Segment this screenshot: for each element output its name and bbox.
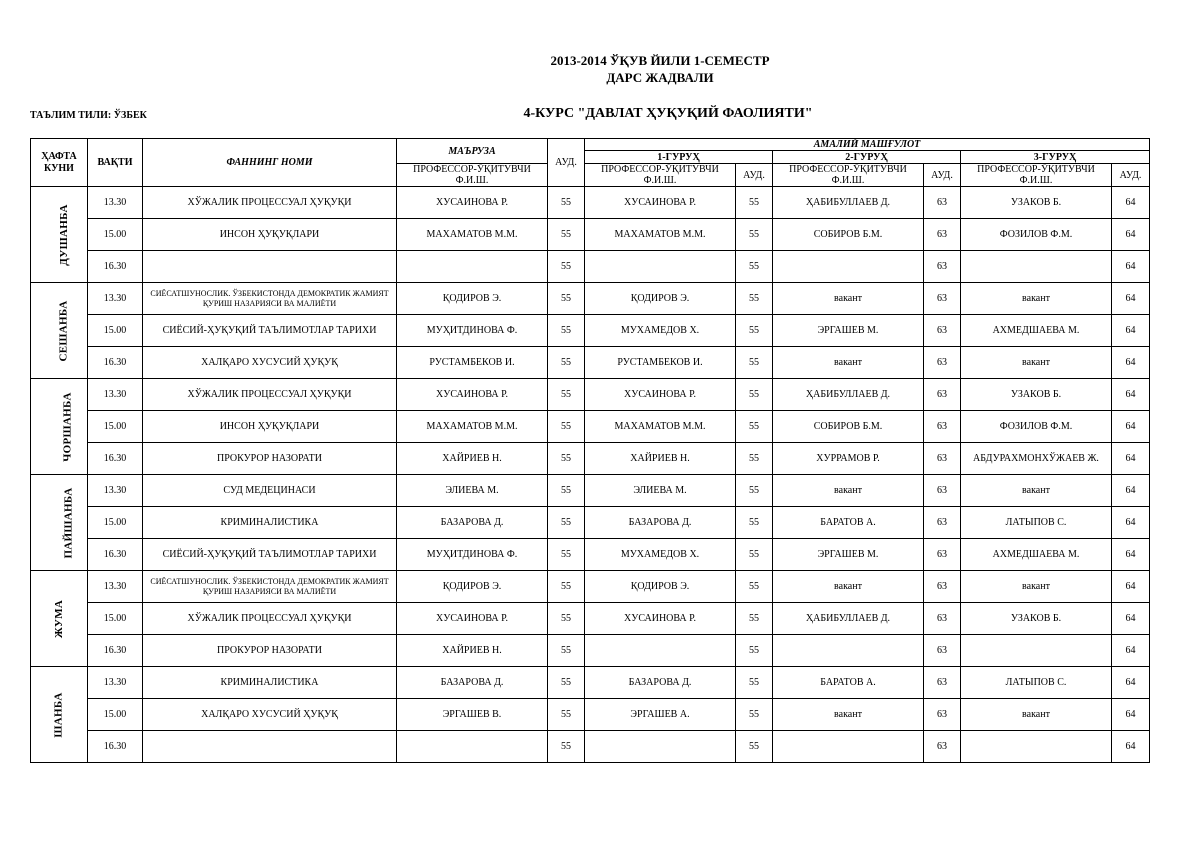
lecturer-cell: МУҲИТДИНОВА Ф.: [397, 315, 548, 347]
group3-room-cell: 64: [1112, 379, 1150, 411]
table-row: [31, 251, 1150, 283]
lecture-room-cell: 55: [548, 347, 585, 379]
col-group2-room-header: АУД.: [924, 164, 961, 187]
document-title: [0, 52, 1200, 86]
group3-room-cell: 64: [1112, 347, 1150, 379]
group1-room-cell: 55: [736, 251, 773, 283]
day-label: ШАНБА: [53, 691, 65, 738]
group3-room-cell: 64: [1112, 283, 1150, 315]
group3-teacher-cell: [961, 635, 1112, 667]
lecturer-cell: ХУСАИНОВА Р.: [397, 379, 548, 411]
group2-teacher-cell: ҲАБИБУЛЛАЕВ Д.: [773, 379, 924, 411]
lecturer-cell: РУСТАМБЕКОВ И.: [397, 347, 548, 379]
group2-teacher-cell: [773, 635, 924, 667]
day-cell: [31, 187, 88, 283]
subject-cell: ПРОКУРОР НАЗОРАТИ: [143, 443, 397, 475]
group1-teacher-cell: ХАЙРИЕВ Н.: [585, 443, 736, 475]
day-cell: [31, 571, 88, 667]
group2-room-cell: 63: [924, 699, 961, 731]
time-cell: 13.30: [88, 475, 143, 507]
group3-room-cell: 64: [1112, 475, 1150, 507]
group2-room-cell: 63: [924, 219, 961, 251]
group3-teacher-cell: УЗАКОВ Б.: [961, 187, 1112, 219]
group2-room-cell: 63: [924, 731, 961, 763]
lecturer-cell: [397, 731, 548, 763]
group2-room-cell: 63: [924, 379, 961, 411]
time-cell: 13.30: [88, 667, 143, 699]
group1-room-cell: 55: [736, 603, 773, 635]
col-lecture-room-header: АУД.: [548, 139, 585, 187]
group1-teacher-cell: БАЗАРОВА Д.: [585, 667, 736, 699]
group3-teacher-cell: ФОЗИЛОВ Ф.М.: [961, 411, 1112, 443]
time-cell: 13.30: [88, 187, 143, 219]
group2-teacher-cell: [773, 251, 924, 283]
col-group1-teacher-header: ПРОФЕССОР-ЎҚИТУВЧИ Ф.И.Ш.: [585, 164, 736, 187]
group3-room-cell: 64: [1112, 507, 1150, 539]
col-group3-header: 3-ГУРУҲ: [961, 151, 1150, 164]
lecture-room-cell: 55: [548, 603, 585, 635]
group3-room-cell: 64: [1112, 443, 1150, 475]
lecture-room-cell: 55: [548, 475, 585, 507]
group3-teacher-cell: АБДУРАХМОНХЎЖАЕВ Ж.: [961, 443, 1112, 475]
group1-teacher-cell: БАЗАРОВА Д.: [585, 507, 736, 539]
subject-cell: ХАЛҚАРО ХУСУСИЙ ҲУҚУҚ: [143, 699, 397, 731]
group3-teacher-cell: АХМЕДШАЕВА М.: [961, 315, 1112, 347]
group2-room-cell: 63: [924, 507, 961, 539]
group2-teacher-cell: ҲАБИБУЛЛАЕВ Д.: [773, 187, 924, 219]
group1-room-cell: 55: [736, 187, 773, 219]
time-cell: 16.30: [88, 635, 143, 667]
subject-cell: [143, 251, 397, 283]
time-cell: 16.30: [88, 347, 143, 379]
group1-room-cell: 55: [736, 219, 773, 251]
group2-teacher-cell: вакант: [773, 475, 924, 507]
subject-cell: ИНСОН ҲУҚУҚЛАРИ: [143, 411, 397, 443]
lecturer-cell: [397, 251, 548, 283]
group2-teacher-cell: вакант: [773, 347, 924, 379]
subject-cell: ХЎЖАЛИК ПРОЦЕССУАЛ ҲУҚУҚИ: [143, 379, 397, 411]
time-cell: 15.00: [88, 603, 143, 635]
group3-room-cell: 64: [1112, 187, 1150, 219]
day-label: ДУШАНБА: [57, 203, 70, 266]
day-cell: [31, 283, 88, 379]
group1-teacher-cell: ҚОДИРОВ Э.: [585, 571, 736, 603]
group2-teacher-cell: ҲАБИБУЛЛАЕВ Д.: [773, 603, 924, 635]
group3-teacher-cell: ЛАТЫПОВ С.: [961, 507, 1112, 539]
col-group2-teacher-header: ПРОФЕССОР-ЎҚИТУВЧИ Ф.И.Ш.: [773, 164, 924, 187]
subject-cell: СИЁСИЙ-ҲУҚУҚИЙ ТАЪЛИМОТЛАР ТАРИХИ: [143, 315, 397, 347]
lecture-room-cell: 55: [548, 539, 585, 571]
group3-teacher-cell: вакант: [961, 699, 1112, 731]
col-group1-room-header: АУД.: [736, 164, 773, 187]
lecture-room-cell: 55: [548, 571, 585, 603]
time-cell: 15.00: [88, 507, 143, 539]
table-row: [31, 283, 1150, 315]
group3-room-cell: 64: [1112, 251, 1150, 283]
lecture-room-cell: 55: [548, 411, 585, 443]
table-row: [31, 443, 1150, 475]
group1-room-cell: 55: [736, 411, 773, 443]
group1-room-cell: 55: [736, 347, 773, 379]
table-row: [31, 411, 1150, 443]
lecturer-cell: БАЗАРОВА Д.: [397, 507, 548, 539]
subject-cell: ХЎЖАЛИК ПРОЦЕССУАЛ ҲУҚУҚИ: [143, 603, 397, 635]
group3-room-cell: 64: [1112, 635, 1150, 667]
group3-teacher-cell: АХМЕДШАЕВА М.: [961, 539, 1112, 571]
group1-room-cell: 55: [736, 315, 773, 347]
lecture-room-cell: 55: [548, 443, 585, 475]
group1-teacher-cell: [585, 251, 736, 283]
lecturer-cell: МУҲИТДИНОВА Ф.: [397, 539, 548, 571]
day-label: ПАЙШАНБА: [62, 486, 75, 559]
group2-teacher-cell: БАРАТОВ А.: [773, 507, 924, 539]
group2-room-cell: 63: [924, 411, 961, 443]
subject-cell: ХЎЖАЛИК ПРОЦЕССУАЛ ҲУҚУҚИ: [143, 187, 397, 219]
lecture-room-cell: 55: [548, 187, 585, 219]
group1-teacher-cell: МУХАМЕДОВ Х.: [585, 315, 736, 347]
group2-room-cell: 63: [924, 475, 961, 507]
title-line-1: 2013-2014 ЎҚУВ ЙИЛИ 1-СЕМЕСТР: [550, 53, 770, 68]
group1-room-cell: 55: [736, 539, 773, 571]
schedule-table: [30, 138, 1150, 763]
group2-room-cell: 63: [924, 443, 961, 475]
group3-room-cell: 64: [1112, 315, 1150, 347]
group2-teacher-cell: СОБИРОВ Б.М.: [773, 219, 924, 251]
group3-room-cell: 64: [1112, 571, 1150, 603]
lecturer-cell: ЭЛИЕВА М.: [397, 475, 548, 507]
col-practical-header: АМАЛИЙ МАШҒУЛОТ: [585, 139, 1150, 151]
lecturer-cell: БАЗАРОВА Д.: [397, 667, 548, 699]
group1-teacher-cell: ХУСАИНОВА Р.: [585, 187, 736, 219]
lecturer-cell: ХУСАИНОВА Р.: [397, 187, 548, 219]
time-cell: 16.30: [88, 731, 143, 763]
lecture-room-cell: 55: [548, 699, 585, 731]
table-row: [31, 635, 1150, 667]
lecture-room-cell: 55: [548, 315, 585, 347]
group2-room-cell: 63: [924, 283, 961, 315]
subject-cell: СИЁСАТШУНОСЛИК. ЎЗБЕКИСТОНДА ДЕМОКРАТИК ЖАМИЯТ ҚУРИШ НАЗАРИЯСИ ВА МАЛИЁТИ: [143, 283, 397, 315]
group2-teacher-cell: [773, 731, 924, 763]
table-row: [31, 187, 1150, 219]
lecture-room-cell: 55: [548, 251, 585, 283]
time-cell: 13.30: [88, 571, 143, 603]
lecturer-cell: МАХАМАТОВ М.М.: [397, 411, 548, 443]
table-row: [31, 315, 1150, 347]
group3-teacher-cell: вакант: [961, 283, 1112, 315]
col-time-header: ВАҚТИ: [88, 139, 143, 187]
subject-cell: КРИМИНАЛИСТИКА: [143, 507, 397, 539]
group2-teacher-cell: вакант: [773, 571, 924, 603]
lecturer-cell: ХАЙРИЕВ Н.: [397, 443, 548, 475]
lecture-room-cell: 55: [548, 283, 585, 315]
subject-cell: ХАЛҚАРО ХУСУСИЙ ҲУҚУҚ: [143, 347, 397, 379]
group2-teacher-cell: вакант: [773, 283, 924, 315]
group3-teacher-cell: вакант: [961, 571, 1112, 603]
time-cell: 16.30: [88, 443, 143, 475]
time-cell: 15.00: [88, 219, 143, 251]
table-body: [31, 187, 1150, 763]
group1-room-cell: 55: [736, 699, 773, 731]
group1-room-cell: 55: [736, 475, 773, 507]
day-label: ЧОРШАНБА: [61, 391, 74, 462]
lecturer-cell: ЭРГАШЕВ В.: [397, 699, 548, 731]
col-subject-header: ФАННИНГ НОМИ: [143, 139, 397, 187]
group3-teacher-cell: вакант: [961, 475, 1112, 507]
table-header: [31, 139, 1150, 187]
group1-room-cell: 55: [736, 635, 773, 667]
group1-teacher-cell: МАХАМАТОВ М.М.: [585, 219, 736, 251]
group2-room-cell: 63: [924, 603, 961, 635]
lecture-room-cell: 55: [548, 219, 585, 251]
group3-teacher-cell: УЗАКОВ Б.: [961, 379, 1112, 411]
time-cell: 16.30: [88, 251, 143, 283]
group2-room-cell: 63: [924, 667, 961, 699]
table-row: [31, 603, 1150, 635]
subject-cell: [143, 731, 397, 763]
time-cell: 15.00: [88, 411, 143, 443]
group3-room-cell: 64: [1112, 219, 1150, 251]
col-lecture-header: МАЪРУЗА: [397, 139, 548, 164]
time-cell: 15.00: [88, 315, 143, 347]
group2-teacher-cell: вакант: [773, 699, 924, 731]
group1-teacher-cell: ХУСАИНОВА Р.: [585, 603, 736, 635]
col-lecturer-header: ПРОФЕССОР-ЎҚИТУВЧИ Ф.И.Ш.: [397, 164, 548, 187]
group1-teacher-cell: [585, 731, 736, 763]
table-row: [31, 731, 1150, 763]
group1-teacher-cell: МАХАМАТОВ М.М.: [585, 411, 736, 443]
day-label: СЕШАНБА: [57, 299, 70, 362]
day-cell: [31, 667, 88, 763]
group1-teacher-cell: ҚОДИРОВ Э.: [585, 283, 736, 315]
col-group3-room-header: АУД.: [1112, 164, 1150, 187]
table-row: [31, 507, 1150, 539]
col-group3-teacher-header: ПРОФЕССОР-ЎҚИТУВЧИ Ф.И.Ш.: [961, 164, 1112, 187]
time-cell: 13.30: [88, 283, 143, 315]
group1-teacher-cell: ЭРГАШЕВ А.: [585, 699, 736, 731]
lecture-room-cell: 55: [548, 731, 585, 763]
group2-teacher-cell: ХУРРАМОВ Р.: [773, 443, 924, 475]
group1-teacher-cell: МУХАМЕДОВ Х.: [585, 539, 736, 571]
group3-room-cell: 64: [1112, 539, 1150, 571]
group1-room-cell: 55: [736, 667, 773, 699]
day-label: ЖУМА: [52, 599, 65, 638]
language-label: ТАЪЛИМ ТИЛИ: ЎЗБЕК: [30, 110, 147, 121]
subject-cell: ПРОКУРОР НАЗОРАТИ: [143, 635, 397, 667]
group3-teacher-cell: вакант: [961, 347, 1112, 379]
group2-teacher-cell: БАРАТОВ А.: [773, 667, 924, 699]
table-row: [31, 699, 1150, 731]
day-cell: [31, 379, 88, 475]
lecturer-cell: ҚОДИРОВ Э.: [397, 571, 548, 603]
group3-teacher-cell: ФОЗИЛОВ Ф.М.: [961, 219, 1112, 251]
time-cell: 13.30: [88, 379, 143, 411]
subject-cell: ИНСОН ҲУҚУҚЛАРИ: [143, 219, 397, 251]
group1-teacher-cell: ЭЛИЕВА М.: [585, 475, 736, 507]
lecturer-cell: ҚОДИРОВ Э.: [397, 283, 548, 315]
group2-room-cell: 63: [924, 315, 961, 347]
table-row: [31, 475, 1150, 507]
group2-teacher-cell: СОБИРОВ Б.М.: [773, 411, 924, 443]
group1-room-cell: 55: [736, 443, 773, 475]
group2-room-cell: 63: [924, 571, 961, 603]
lecture-room-cell: 55: [548, 635, 585, 667]
subject-cell: КРИМИНАЛИСТИКА: [143, 667, 397, 699]
table-row: [31, 571, 1150, 603]
group1-room-cell: 55: [736, 379, 773, 411]
group3-teacher-cell: УЗАКОВ Б.: [961, 603, 1112, 635]
group3-room-cell: 64: [1112, 699, 1150, 731]
table-row: [31, 539, 1150, 571]
group3-teacher-cell: [961, 731, 1112, 763]
table-row: [31, 379, 1150, 411]
group2-room-cell: 63: [924, 187, 961, 219]
subject-cell: СУД МЕДЕЦИНАСИ: [143, 475, 397, 507]
group2-teacher-cell: ЭРГАШЕВ М.: [773, 315, 924, 347]
group3-room-cell: 64: [1112, 667, 1150, 699]
table-row: [31, 347, 1150, 379]
lecture-room-cell: 55: [548, 667, 585, 699]
group2-teacher-cell: ЭРГАШЕВ М.: [773, 539, 924, 571]
subject-cell: СИЁСАТШУНОСЛИК. ЎЗБЕКИСТОНДА ДЕМОКРАТИК ЖАМИЯТ ҚУРИШ НАЗАРИЯСИ ВА МАЛИЁТИ: [143, 571, 397, 603]
subject-cell: СИЁСИЙ-ҲУҚУҚИЙ ТАЪЛИМОТЛАР ТАРИХИ: [143, 539, 397, 571]
col-group1-header: 1-ГУРУҲ: [585, 151, 773, 164]
group1-teacher-cell: РУСТАМБЕКОВ И.: [585, 347, 736, 379]
group2-room-cell: 63: [924, 635, 961, 667]
lecture-room-cell: 55: [548, 507, 585, 539]
table-row: [31, 219, 1150, 251]
table-row: [31, 667, 1150, 699]
col-day-header: ҲАФТА КУНИ: [31, 139, 88, 187]
time-cell: 15.00: [88, 699, 143, 731]
group1-teacher-cell: ХУСАИНОВА Р.: [585, 379, 736, 411]
group3-room-cell: 64: [1112, 411, 1150, 443]
group2-room-cell: 63: [924, 347, 961, 379]
group2-room-cell: 63: [924, 251, 961, 283]
group3-room-cell: 64: [1112, 603, 1150, 635]
group3-room-cell: 64: [1112, 731, 1150, 763]
col-group2-header: 2-ГУРУҲ: [773, 151, 961, 164]
lecturer-cell: ХУСАИНОВА Р.: [397, 603, 548, 635]
group1-teacher-cell: [585, 635, 736, 667]
group1-room-cell: 55: [736, 507, 773, 539]
lecturer-cell: ХАЙРИЕВ Н.: [397, 635, 548, 667]
lecture-room-cell: 55: [548, 379, 585, 411]
group1-room-cell: 55: [736, 283, 773, 315]
day-cell: [31, 475, 88, 571]
title-line-2: ДАРС ЖАДВАЛИ: [606, 70, 714, 85]
lecturer-cell: МАХАМАТОВ М.М.: [397, 219, 548, 251]
group1-room-cell: 55: [736, 731, 773, 763]
group3-teacher-cell: ЛАТЫПОВ С.: [961, 667, 1112, 699]
course-title: 4-КУРС "ДАВЛАТ ҲУҚУҚИЙ ФАОЛИЯТИ": [523, 106, 813, 121]
group2-room-cell: 63: [924, 539, 961, 571]
group3-teacher-cell: [961, 251, 1112, 283]
group1-room-cell: 55: [736, 571, 773, 603]
time-cell: 16.30: [88, 539, 143, 571]
